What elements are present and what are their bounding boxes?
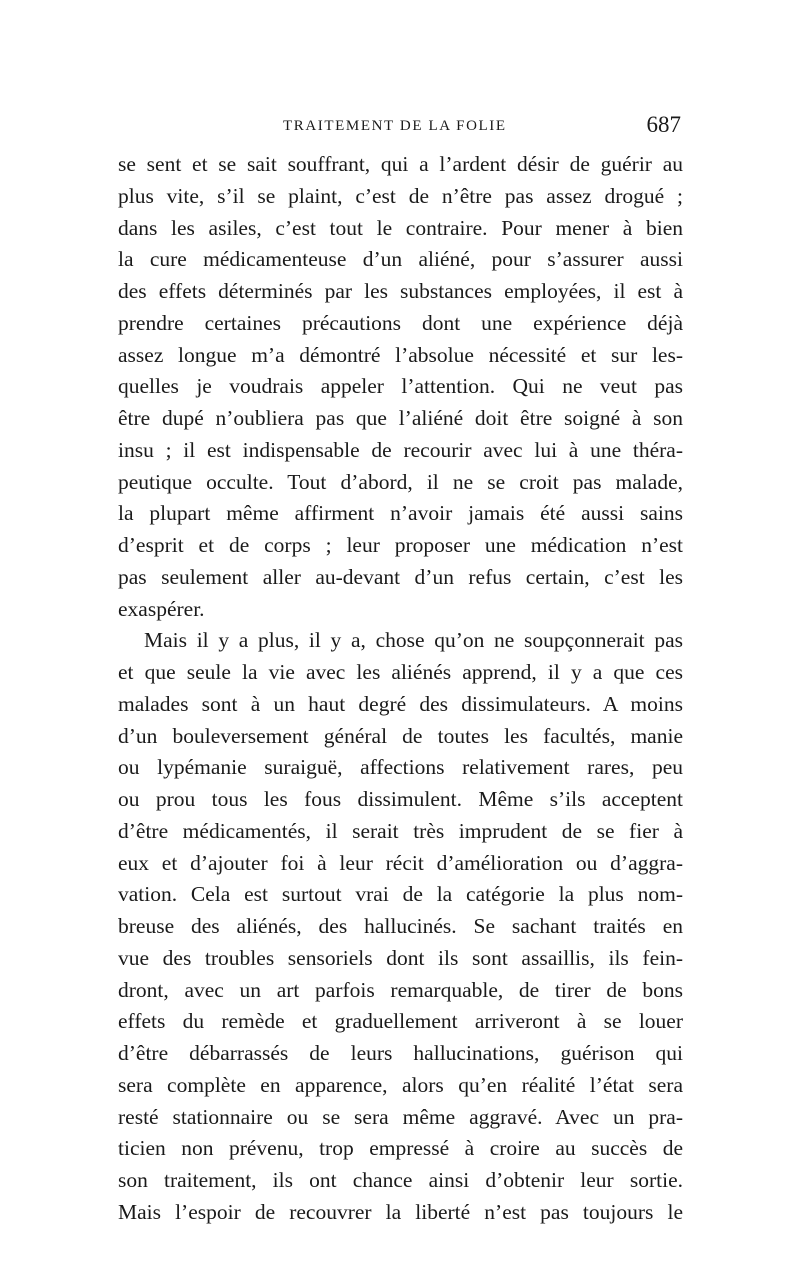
text-line: plus vite, s’il se plaint, c’est de n’être pas assez drogué ; xyxy=(118,183,683,208)
text-line: sera complète en apparence, alors qu’en réalité l’état sera xyxy=(118,1072,683,1097)
text-line: son traitement, ils ont chance ainsi d’obtenir leur sortie. xyxy=(118,1168,683,1192)
running-title: TRAITEMENT DE LA FOLIE xyxy=(283,118,507,134)
paragraph-end-line: exaspérer. xyxy=(118,596,205,621)
text-line: dront, avec un art parfois remarquable, de tirer de bons xyxy=(118,977,683,1002)
text-line: malades sont à un haut degré des dissimulateurs. A moins xyxy=(118,691,683,716)
text-line: dans les asiles, c’est tout le contraire. Pour mener à bien xyxy=(118,215,683,240)
text-line: insu ; il est indispensable de recourir avec lui à une théra- xyxy=(118,437,683,462)
text-line: d’esprit et de corps ; leur proposer une médication n’est xyxy=(118,533,683,557)
body-text xyxy=(118,149,683,1229)
text-line: breuse des aliénés, des hallucinés. Se sachant traités en xyxy=(118,914,683,938)
text-line: la plupart même affirment n’avoir jamais été aussi sains xyxy=(118,501,683,526)
text-line: ticien non prévenu, trop empressé à croire au succès de xyxy=(118,1136,683,1161)
text-line: peutique occulte. Tout d’abord, il ne se croit pas malade, xyxy=(118,469,683,494)
text-line: prendre certaines précautions dont une expérience déjà xyxy=(118,310,683,335)
text-line: d’être médicamentés, il serait très imprudent de se fier à xyxy=(118,818,683,843)
text-line: être dupé n’oubliera pas que l’aliéné doit être soigné à son xyxy=(118,406,683,430)
text-line: d’un bouleversement général de toutes les facultés, manie xyxy=(118,723,683,748)
text-line: resté stationnaire ou se sera même aggravé. Avec un pra- xyxy=(118,1104,683,1129)
running-head xyxy=(118,112,683,146)
text-line: eux et d’ajouter foi à leur récit d’amélioration ou d’aggra- xyxy=(118,850,683,875)
text-line: ou lypémanie suraiguë, affections relativement rares, peu xyxy=(118,755,683,780)
text-line: ou prou tous les fous dissimulent. Même s’ils acceptent xyxy=(118,787,683,811)
text-line: d’être débarrassés de leurs hallucinations, guérison qui xyxy=(118,1041,683,1065)
text-line: et que seule la vie avec les aliénés apprend, il y a que ces xyxy=(118,660,683,684)
text-line: vation. Cela est surtout vrai de la catégorie la plus nom- xyxy=(118,882,683,907)
paragraph-start-line: Mais il y a plus, il y a, chose qu’on ne soupçonnerait pas xyxy=(144,628,683,653)
text-line: des effets déterminés par les substances employées, il est à xyxy=(118,279,683,303)
text-line: la cure médicamenteuse d’un aliéné, pour s’assurer aussi xyxy=(118,247,683,272)
text-line: pas seulement aller au-devant d’un refus certain, c’est les xyxy=(118,564,683,589)
text-line: se sent et se sait souffrant, qui a l’ardent désir de guérir au xyxy=(118,152,683,176)
text-line: quelles je voudrais appeler l’attention. Qui ne veut pas xyxy=(118,374,683,399)
text-line: vue des troubles sensoriels dont ils sont assaillis, ils fein- xyxy=(118,945,683,970)
text-line: assez longue m’a démontré l’absolue nécessité et sur les- xyxy=(118,342,683,367)
text-line: Mais l’espoir de recouvrer la liberté n’est pas toujours le xyxy=(118,1199,683,1224)
page-number: 687 xyxy=(646,112,681,137)
text-line: effets du remède et graduellement arriveront à se louer xyxy=(118,1009,683,1034)
